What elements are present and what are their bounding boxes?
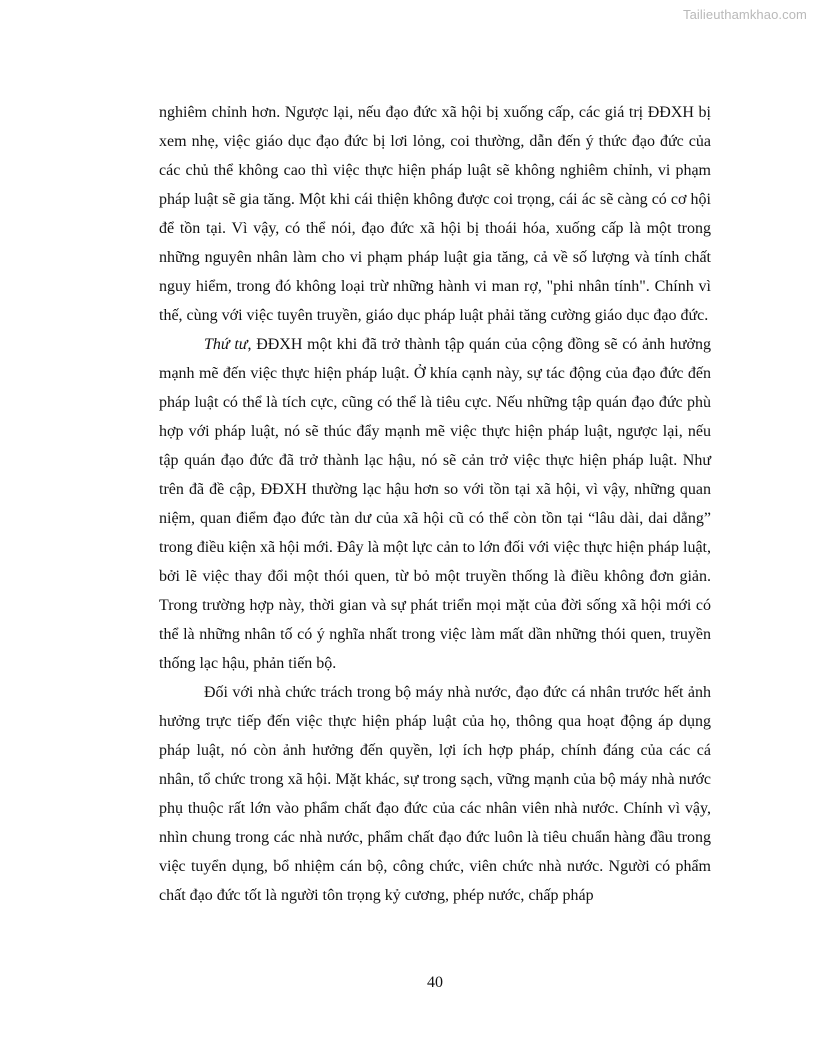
- watermark: Tailieuthamkhao.com: [682, 7, 807, 22]
- paragraph-1: nghiêm chỉnh hơn. Ngược lại, nếu đạo đức xã hội bị xuống cấp, các giá trị ĐĐXH bị xem nhẹ, việc giáo dục đạo đức bị lơi lỏng, coi thường, dẫn đến ý thức đạo đức của các chủ thể không cao thì việc thực hiện pháp luật sẽ không nghiêm chỉnh, vi phạm pháp luật sẽ gia tăng. Một khi cái thiện không được coi trọng, cái ác sẽ càng có cơ hội để tồn tại. Vì vậy, có thể nói, đạo đức xã hội bị thoái hóa, xuống cấp là một trong những nguyên nhân làm cho vi phạm pháp luật gia tăng, cả về số lượng và tính chất nguy hiểm, trong đó không loại trừ những hành vi man rợ, "phi nhân tính". Chính vì thế, cùng với việc tuyên truyền, giáo dục pháp luật phải tăng cường giáo dục đạo đức.: [159, 104, 711, 324]
- paragraph-2-lead: Thứ tư: [204, 336, 248, 353]
- document-body: [159, 98, 711, 910]
- page-number: 40: [427, 974, 443, 991]
- paragraph-2: [159, 330, 711, 678]
- paragraph-2-text: , ĐĐXH một khi đã trở thành tập quán của cộng đồng sẽ có ảnh hưởng mạnh mẽ đến việc thực hiện pháp luật. Ở khía cạnh này, sự tác động của đạo đức đến pháp luật có thể là tích cực, cũng có thể là tiêu cực. Nếu những tập quán đạo đức phù hợp với pháp luật, nó sẽ thúc đẩy mạnh mẽ việc thực hiện pháp luật, ngược lại, nếu tập quán đạo đức đã trở thành lạc hậu, nó sẽ cản trở việc thực hiện pháp luật. Như trên đã đề cập, ĐĐXH thường lạc hậu hơn so với tồn tại xã hội, vì vậy, những quan niệm, quan điểm đạo đức tàn dư của xã hội cũ có thể còn tồn tại “lâu dài, dai dẳng” trong điều kiện xã hội mới. Đây là một lực cản to lớn đối với việc thực hiện pháp luật, bởi lẽ việc thay đổi một thói quen, từ bỏ một truyền thống là điều không đơn giản. Trong trường hợp này, thời gian và sự phát triển mọi mặt của đời sống xã hội mới có thể là những nhân tố có ý nghĩa nhất trong việc làm mất dần những thói quen, truyền thống lạc hậu, phản tiến bộ.: [159, 336, 711, 672]
- paragraph-3: Đối với nhà chức trách trong bộ máy nhà nước, đạo đức cá nhân trước hết ảnh hưởng trực tiếp đến việc thực hiện pháp luật của họ, thông qua hoạt động áp dụng pháp luật, nó còn ảnh hưởng đến quyền, lợi ích hợp pháp, chính đáng của các cá nhân, tổ chức trong xã hội. Mặt khác, sự trong sạch, vững mạnh của bộ máy nhà nước phụ thuộc rất lớn vào phẩm chất đạo đức của các nhân viên nhà nước. Chính vì vậy, nhìn chung trong các nhà nước, phẩm chất đạo đức luôn là tiêu chuẩn hàng đầu trong việc tuyển dụng, bổ nhiệm cán bộ, công chức, viên chức nhà nước. Người có phẩm chất đạo đức tốt là người tôn trọng kỷ cương, phép nước, chấp pháp: [159, 684, 711, 904]
